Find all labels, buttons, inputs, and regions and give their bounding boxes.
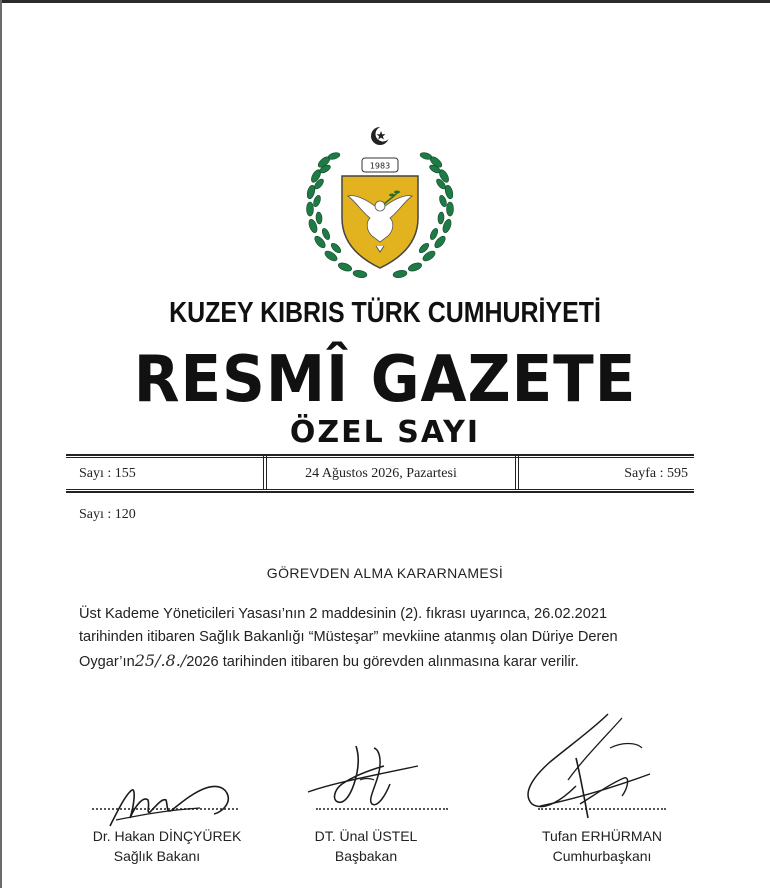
issue-date: 24 Ağustos 2026, Pazartesi [305,466,457,481]
state-emblem-icon [298,122,462,290]
prime-minister-signature-icon [300,738,440,818]
emblem-year: 1983 [369,161,391,171]
signatory-role: Sağlık Bakanı [113,848,201,864]
issue-number: Sayı : 155 [79,466,136,481]
signatory-role: Cumhurbaşkanı [552,848,652,864]
info-bar-bottom-rule [66,491,694,493]
page-number: Sayfa : 595 [624,466,688,481]
gazette-title: RESMÎ GAZETE [133,343,637,417]
signatory-name: Tufan ERHÜRMAN [541,828,663,844]
signatory-name: DT. Ünal ÜSTEL [314,828,418,844]
page-top-border [0,0,770,3]
decree-body-line: Üst Kademe Yöneticileri Yasası’nın 2 maddesinin (2). fıkrası uyarınca, 26.02.2021 [79,606,608,622]
decree-body [79,603,639,674]
decree-body-line: tarihinden itibaren Sağlık Bakanlığı “Müsteşar” mevkiine atanmış olan Düriye Deren [79,629,618,645]
decree-number: Sayı : 120 [79,507,136,522]
decree-body-text: 2026 tarihinden itibaren bu görevden alınmasına karar verilir. [186,654,579,670]
special-issue-label: ÖZEL SAYI [289,415,481,450]
signatory-role: Başbakan [334,848,398,864]
president-signature-icon [510,708,680,838]
decree-title: GÖREVDEN ALMA KARARNAMESİ [266,565,504,581]
decree-body-text: Oygar’ın [79,654,135,670]
country-name: KUZEY KIBRIS TÜRK CUMHURİYETİ [169,297,601,329]
info-bar [66,458,694,490]
signatory-name: Dr. Hakan DİNÇYÜREK [92,828,242,844]
handwritten-date: 25/.8./ [134,651,187,670]
decree-body-line [79,649,639,674]
info-bar-top-rule [66,454,694,456]
